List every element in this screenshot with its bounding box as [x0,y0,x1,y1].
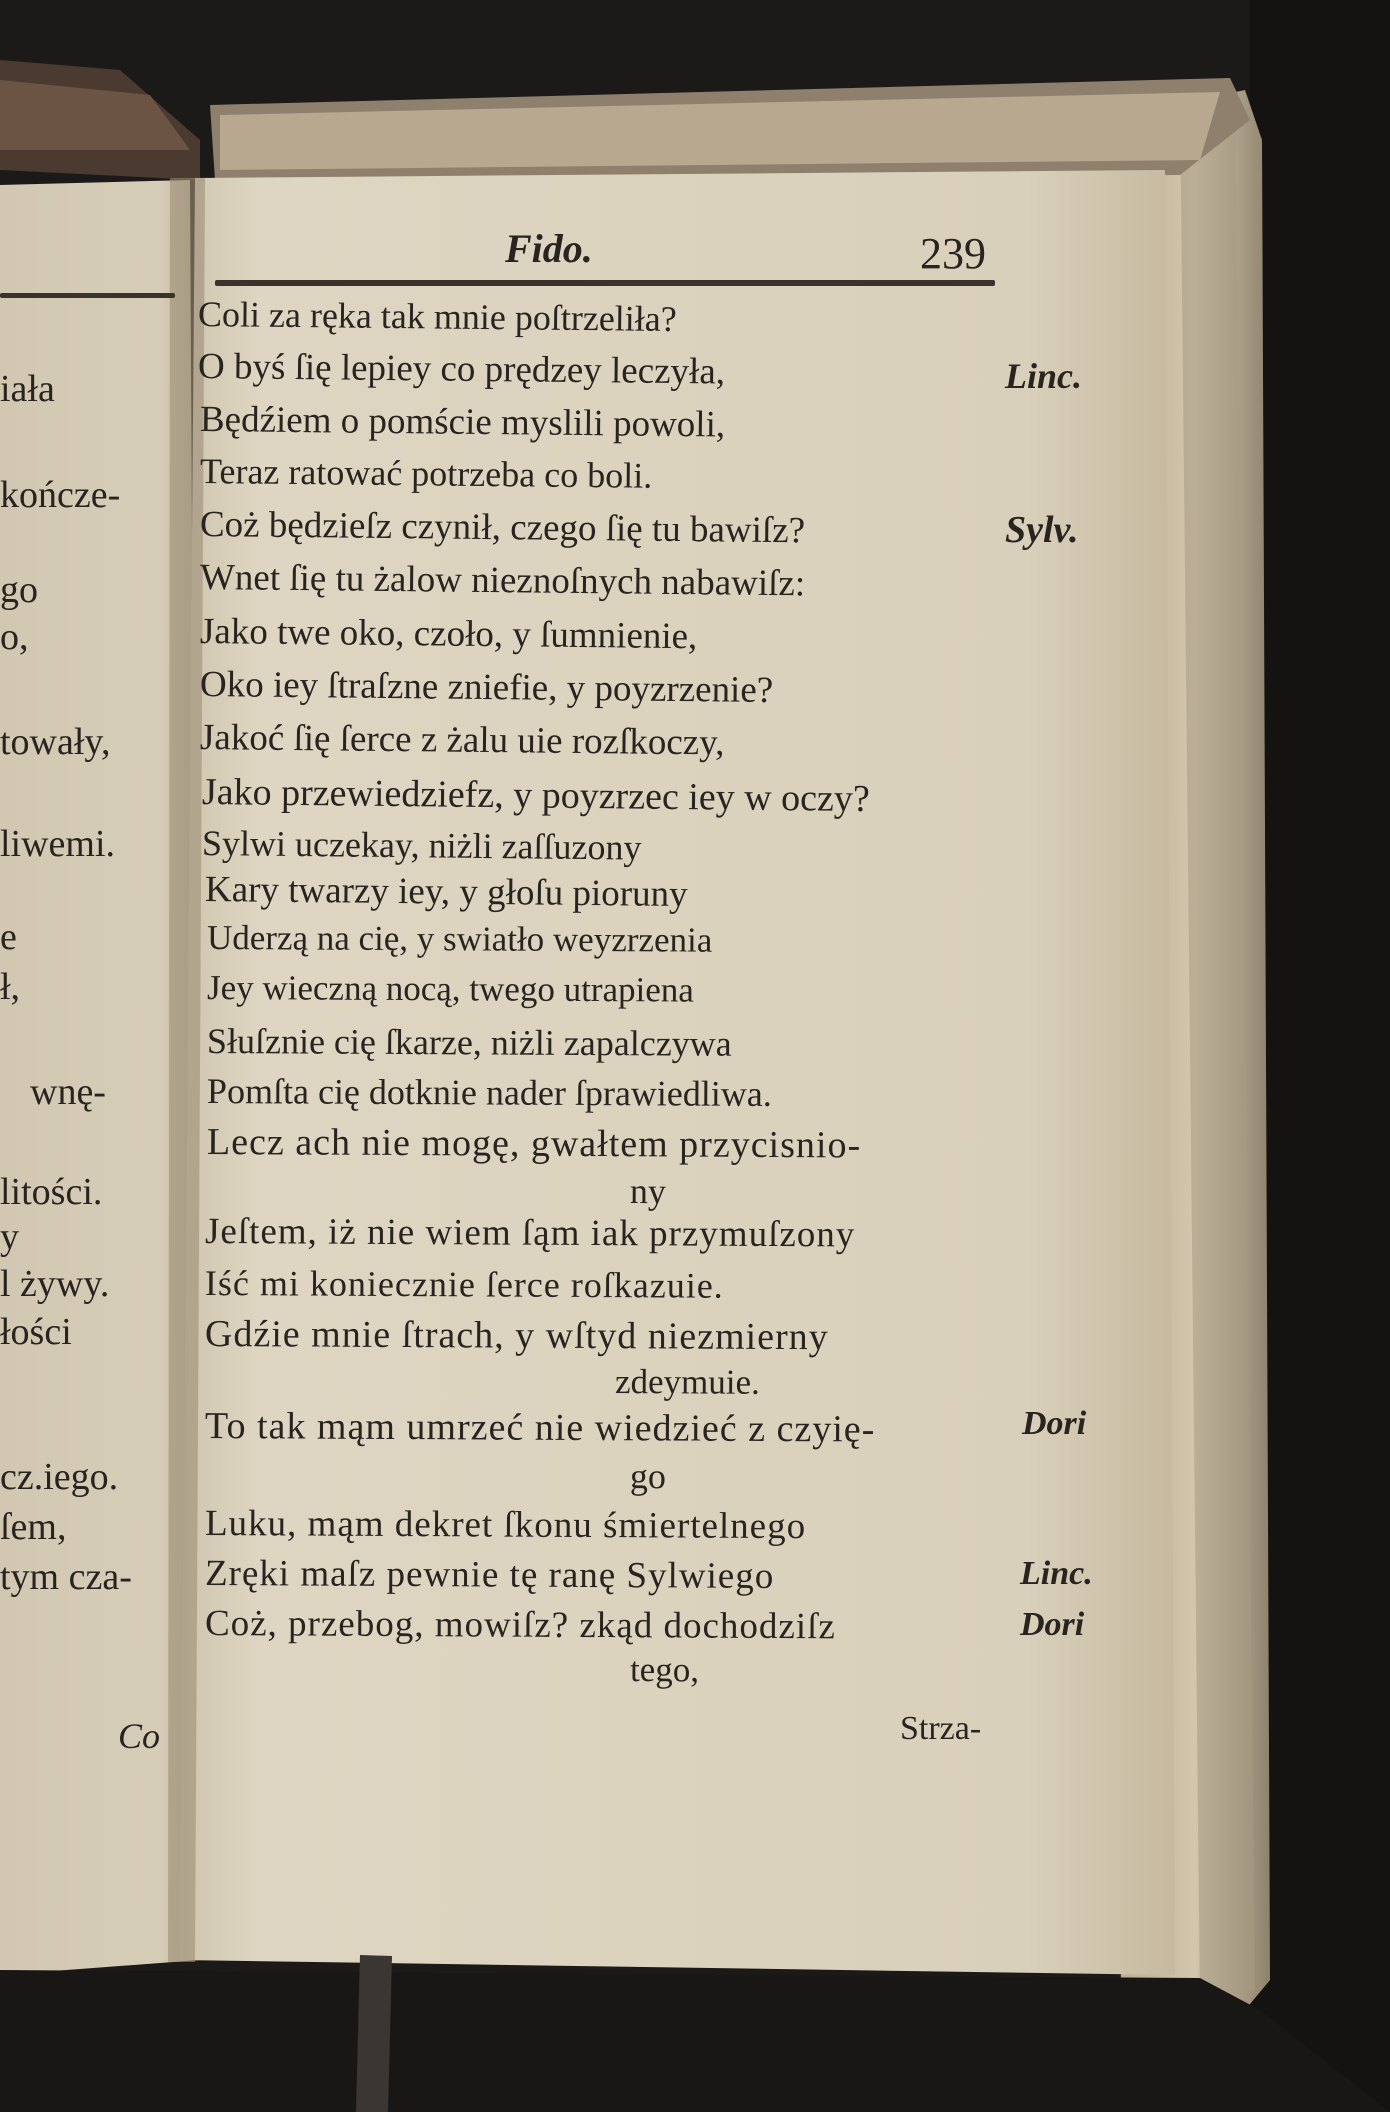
verse-line: Wnet ſię tu żalow nieznoſnych nabawiſz: [199,557,806,605]
page-number: 239 [920,229,986,278]
left-fragment: litości. [0,1171,103,1213]
verse-line: Pomſta cię dotknie nader ſprawiedliwa. [206,1071,772,1114]
verse-line: Teraz ratować potrzeba co boli. [199,451,653,496]
verse-line: ny [629,1171,667,1212]
verse-line: Będźiem o pomście myslili powoli, [199,399,726,446]
verse-line: go [629,1456,667,1497]
verse-line: Uderzą na cię, y swiatło weyzrzenia [206,918,713,960]
left-fragment: ſem, [0,1506,67,1548]
left-fragment: e [0,916,17,958]
verse-line: tego, [629,1650,700,1690]
left-fragment: l żywy. [0,1263,110,1305]
speaker-label: Dori [1022,1405,1087,1442]
verse-line: Sylwi uczekay, niżli zaſſuzony [201,823,642,868]
left-fragment: cz.iego. [0,1456,119,1498]
left-fragment: Co [118,1716,161,1756]
verse-line: Jako twe oko, czoło, y ſumnienie, [199,611,698,658]
left-fragment: kończe- [0,474,121,516]
verse-line: Jey wieczną nocą, twego utrapiena [206,968,694,1010]
left-fragment: łości [0,1311,72,1353]
verse-line: Coż będzieſz czynił, czego ſię tu bawiſz? [199,504,806,552]
left-fragment: iała [0,368,55,410]
verse-line: Oko iey ſtraſzne zniefie, y poyzrzenie? [199,664,774,712]
verse-line: Jako przewiedziefz, y poyzrzec iey w oczy? [201,771,870,820]
verse-line: To tak mąm umrzeć nie wiedzieć z czyię- [204,1405,876,1451]
left-fragment: towały, [0,721,111,763]
left-fragment: liwemi. [0,823,116,865]
verse-line: Gdźie mnie ſtrach, y wſtyd niezmierny [204,1313,829,1359]
verse-line: O byś ſię lepiey co prędzey leczyła, [197,346,726,393]
verse-line: Jeſtem, iż nie wiem ſąm iak przymuſzony [204,1211,856,1256]
verse-line: zdeymuie. [614,1362,760,1402]
verse-line: Lecz ach nie mogę, gwałtem przycisnio- [206,1121,862,1167]
left-fragment: wnę- [30,1071,106,1113]
catchword: Strza- [900,1710,982,1747]
speaker-label: Linc. [1020,1555,1093,1592]
running-head: Fido. [505,226,593,271]
verse-line: Słuſznie cię ſkarze, niżli zapalczywa [206,1021,732,1064]
left-fragment: y [0,1216,19,1258]
verse-line: Iść mi koniecznie ſerce roſkazuie. [204,1263,724,1306]
verse-line: Coli za ręka tak mnie poſtrzeliła? [197,294,677,340]
verse-line: Coż, przebog, mowiſz? zkąd dochodziſz [204,1603,836,1648]
verse-line: Zręki maſz pewnie tę ranę Sylwiego [204,1553,775,1597]
left-fragment: o, [0,616,29,658]
speaker-label: Dori [1020,1606,1085,1643]
speaker-label: Linc. [1005,356,1082,396]
left-fragment: go [0,569,38,611]
left-fragment: ł, [0,966,21,1008]
left-fragment: tym cza- [0,1556,132,1598]
verse-line: Jakoć ſię ſerce z żalu uie rozſkoczy, [199,717,725,764]
speaker-label: Sylv. [1005,509,1079,551]
verse-line: Kary twarzy iey, y głoſu pioruny [204,869,688,916]
verse-line: Luku, mąm dekret ſkonu śmiertelnego [204,1503,807,1548]
